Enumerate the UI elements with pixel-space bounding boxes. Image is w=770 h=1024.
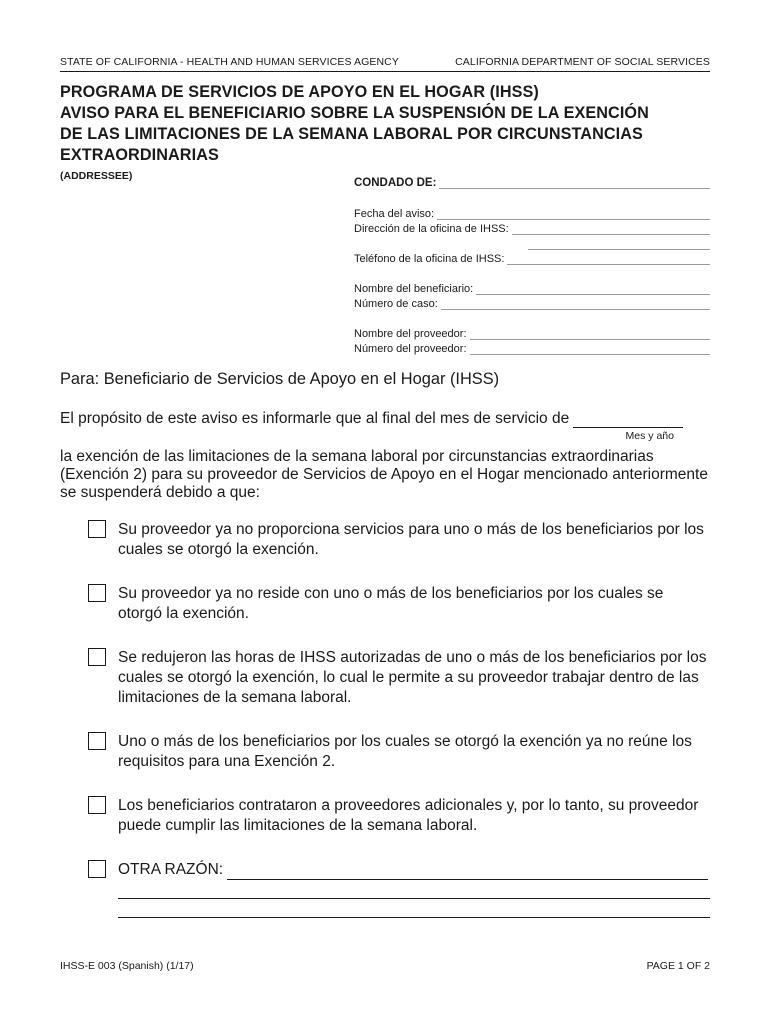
reason-text: Uno o más de los beneficiarios por los cuales se otorgó la exención ya no reúne los requisitos para una Exención 2. [118,733,692,770]
notice-fields [354,170,710,355]
case-number-field[interactable] [354,295,710,310]
reason-checkbox[interactable] [88,796,106,814]
case-number-blank[interactable] [441,299,710,310]
recipient-name-blank[interactable] [476,284,710,295]
page-number: PAGE 1 OF 2 [646,960,710,972]
office-address-field[interactable] [354,220,710,235]
to-line: Para: Beneficiario de Servicios de Apoyo en el Hogar (IHSS) [60,370,500,388]
other-reason-blank-2[interactable] [118,880,710,899]
office-address-blank-2[interactable] [528,239,710,250]
reason-item [88,520,710,560]
office-phone-field[interactable] [354,250,710,265]
reason-item [88,732,710,772]
other-reason-blank[interactable] [227,865,708,880]
office-address-line-2[interactable] [354,235,710,250]
form-title [60,82,710,166]
reason-text: Su proveedor ya no proporciona servicios para uno o más de los beneficiarios por los cuales se otorgó la exención. [118,521,704,558]
other-reason-checkbox[interactable] [88,860,106,878]
form-id: IHSS-E 003 (Spanish) (1/17) [60,960,194,972]
office-address-label: Dirección de la oficina de IHSS: [354,223,509,235]
office-address-blank[interactable] [512,224,710,235]
service-month-blank[interactable] [573,413,683,428]
title-line: DE LAS LIMITACIONES DE LA SEMANA LABORAL POR CIRCUNSTANCIAS [60,125,643,143]
purpose-start-text: El propósito de este aviso es informarle que al final del mes de servicio de [60,410,570,427]
provider-name-field[interactable] [354,325,710,340]
provider-name-label: Nombre del proveedor: [354,328,467,340]
reason-item [88,796,710,836]
provider-number-blank[interactable] [470,344,710,355]
month-year-caption: Mes y año [625,430,674,442]
other-reason-item [88,860,710,880]
recipient-name-label: Nombre del beneficiario: [354,283,474,295]
agency-name: STATE OF CALIFORNIA - HEALTH AND HUMAN SERVICES AGENCY [60,56,399,68]
notice-date-blank[interactable] [437,209,710,220]
reason-text: Se redujeron las horas de IHSS autorizadas de uno o más de los beneficiarios por los cuales se otorgó la exención, lo cual le permite a su proveedor trabajar dentro de las limitaciones de la semana laboral. [118,649,707,706]
reason-checkbox[interactable] [88,732,106,750]
office-phone-blank[interactable] [507,254,710,265]
addressee-label: (ADDRESSEE) [60,170,133,182]
purpose-rest-text: la exención de las limitaciones de la semana laboral por circunstancias extraordinarias (Exención 2) para su proveedor de Servicios de Apoyo en el Hogar mencionado anteriormente se suspenderá debido a que: [60,448,708,501]
reason-checkbox[interactable] [88,584,106,602]
notice-date-field[interactable] [354,205,710,220]
reason-item [88,648,710,708]
other-reason-blank-3[interactable] [118,899,710,918]
reason-checkbox[interactable] [88,648,106,666]
department-name: CALIFORNIA DEPARTMENT OF SOCIAL SERVICES [455,56,710,68]
office-phone-label: Teléfono de la oficina de IHSS: [354,253,505,265]
form-page [60,56,710,981]
reason-item [88,584,710,624]
county-field[interactable] [354,174,710,189]
title-line: AVISO PARA EL BENEFICIARIO SOBRE LA SUSPENSIÓN DE LA EXENCIÓN [60,104,649,122]
county-blank[interactable] [439,178,710,189]
case-number-label: Número de caso: [354,298,438,310]
provider-number-field[interactable] [354,340,710,355]
reason-text: Su proveedor ya no reside con uno o más de los beneficiarios por los cuales se otorgó la exención. [118,585,664,622]
other-reason-label: OTRA RAZÓN: [118,861,224,878]
reason-checkbox[interactable] [88,520,106,538]
reason-list [88,520,710,918]
notice-date-label: Fecha del aviso: [354,208,435,220]
title-line: PROGRAMA DE SERVICIOS DE APOYO EN EL HOGAR (IHSS) [60,83,539,101]
agency-header [60,56,710,72]
title-line: EXTRAORDINARIAS [60,146,219,164]
provider-number-label: Número del proveedor: [354,343,467,355]
address-block [60,170,710,366]
page-footer [60,960,710,972]
reason-text: Los beneficiarios contrataron a proveedores adicionales y, por lo tanto, su proveedor puede cumplir las limitaciones de la semana laboral. [118,797,699,834]
purpose-paragraph [60,410,710,502]
county-label: CONDADO DE: [354,177,437,189]
other-reason-line[interactable] [118,860,708,880]
recipient-name-field[interactable] [354,280,710,295]
purpose-first-line [60,410,710,428]
provider-name-blank[interactable] [470,329,710,340]
